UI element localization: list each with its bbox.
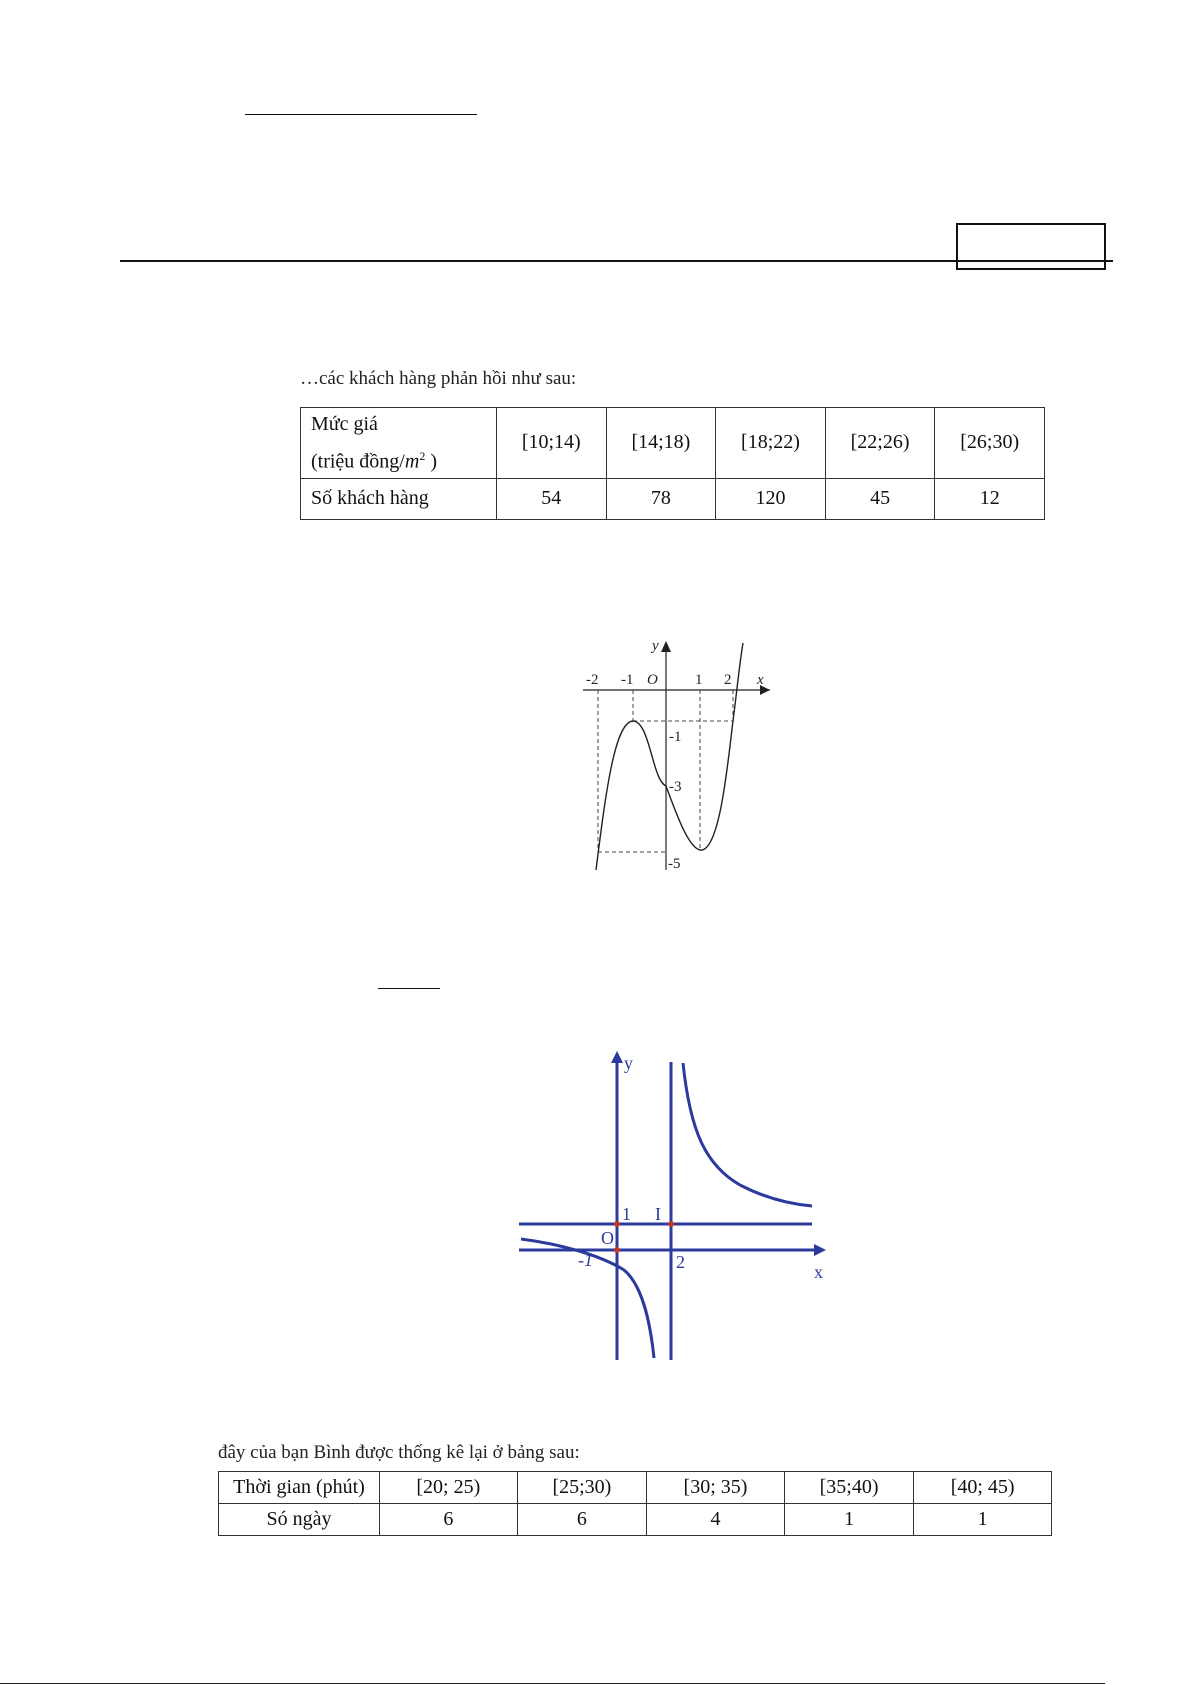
footer-rule [0, 1683, 1105, 1684]
x-axis-label: x [814, 1262, 823, 1282]
text-underline [378, 988, 440, 989]
origin-label: O [601, 1228, 614, 1248]
customer-count: 54 [497, 478, 607, 519]
time-frequency-table [218, 1471, 1052, 1536]
price-interval: [18;22) [716, 408, 826, 479]
y-axis-arrow-icon [611, 1051, 623, 1063]
days-count: 1 [784, 1504, 914, 1536]
point-y-intercept [614, 1221, 620, 1227]
time-label-cell: Thời gian (phút) [219, 1472, 380, 1504]
exam-code-box [956, 223, 1106, 270]
center-label: I [655, 1204, 661, 1224]
y-tick-label: 1 [622, 1204, 631, 1224]
price-label-cell [301, 408, 497, 479]
price-interval: [22;26) [825, 408, 935, 479]
title-underline [245, 114, 477, 115]
origin-label: O [647, 672, 658, 688]
price-label-line1: Mức giá [311, 413, 378, 435]
days-count: 6 [380, 1504, 518, 1536]
customer-count: 78 [606, 478, 716, 519]
y-axis-label: y [652, 638, 659, 654]
y-tick-label: -1 [669, 729, 682, 745]
x-tick-label: 2 [676, 1252, 685, 1272]
x-tick-label: -2 [586, 672, 599, 688]
point-origin [614, 1247, 620, 1253]
customer-count: 45 [825, 478, 935, 519]
price-interval: [14;18) [606, 408, 716, 479]
x-tick-label: 1 [695, 672, 703, 688]
question-text-cropped: …các khách hàng phản hồi như sau: [300, 368, 577, 389]
price-frequency-table [300, 407, 1045, 520]
cubic-curve [596, 643, 743, 870]
point-center-I [668, 1221, 674, 1227]
price-label-line2: (triệu đồng/$m^2$ ) [311, 449, 437, 473]
x-tick-label: -1 [578, 1250, 593, 1270]
customer-count: 120 [716, 478, 826, 519]
time-interval: [40; 45) [914, 1472, 1052, 1504]
time-interval: [20; 25) [380, 1472, 518, 1504]
customer-count: 12 [935, 478, 1045, 519]
days-label-cell: Só ngày [219, 1504, 380, 1536]
y-tick-label: -5 [668, 856, 681, 872]
x-axis-arrow-icon [814, 1244, 826, 1256]
y-axis-label: y [624, 1053, 633, 1073]
y-tick-label: -3 [669, 779, 682, 795]
x-tick-label: -1 [621, 672, 634, 688]
x-tick-label: 2 [724, 672, 732, 688]
price-interval: [26;30) [935, 408, 1045, 479]
days-count: 6 [517, 1504, 647, 1536]
time-interval: [35;40) [784, 1472, 914, 1504]
cubic-function-graph [580, 630, 780, 875]
question-text-cropped: đây của bạn Bình được thống kê lại ở bảng sau: [218, 1442, 580, 1463]
time-interval: [30; 35) [647, 1472, 785, 1504]
price-interval: [10;14) [497, 408, 607, 479]
days-count: 1 [914, 1504, 1052, 1536]
x-axis-label: x [757, 672, 764, 688]
time-interval: [25;30) [517, 1472, 647, 1504]
hyperbola-right-branch [683, 1063, 812, 1206]
hyperbola-graph [515, 1045, 835, 1365]
customer-count-label: Số khách hàng [301, 478, 497, 519]
days-count: 4 [647, 1504, 785, 1536]
y-axis-arrow-icon [661, 641, 671, 652]
